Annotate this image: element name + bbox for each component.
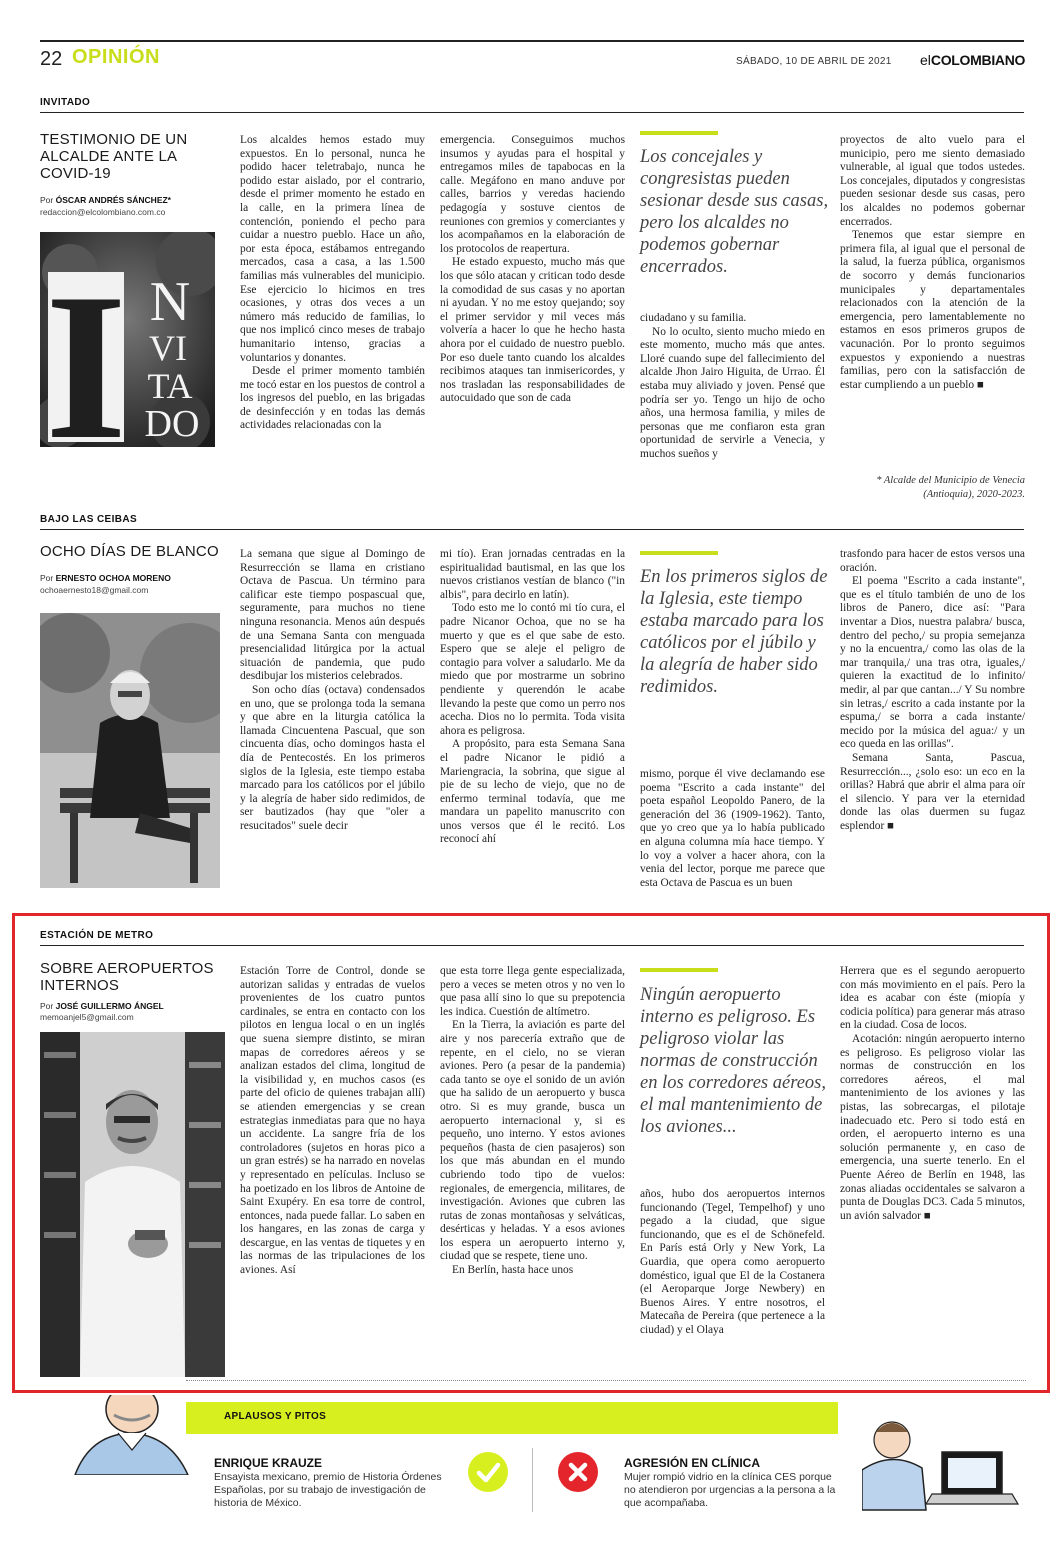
article2-column-3 bbox=[640, 768, 825, 910]
author-email[interactable]: redaccion@elcolombiano.com.co bbox=[40, 207, 166, 217]
caricature-left-graphic bbox=[70, 1395, 200, 1475]
paragraph: Los alcaldes hemos estado muy expuestos. En lo personal, nunca he podido hacer teletrabajo, nunca he podido estar aislado, por el contrario, desde el primer momento he estado en la calle, en la primera línea de contención, poniendo el pecho para cuidar a nuestro pueblo. Hace un año, por esta época, estábamos entregando mercados, casa a casa, a las 1.500 familias más vulnerables del municipio. Ese ejercicio lo hicimos en tres ocasiones, y otras dos veces a un número más reducido de familias, lo que nos implicó cinco meses de trabajo humanitario intenso, gracias a voluntarios y donantes. bbox=[240, 134, 425, 364]
applause-text: Ensayista mexicano, premio de Historia Órdenes Españolas, por su trabajo de investigación de historia de México. bbox=[214, 1471, 442, 1509]
paragraph: mismo, porque él vive declamando ese poema "Escrito a cada instante" del poeta español Leopoldo Panero, de la generación del 36 (1909-1962). Tanto, que yo creo que ya lo había publicado en alguna columna mía hace tiempo. Y lo voy a volver a hacer ahora, con la venia del lector, porque me parece que esta Octava de Pascua es un buen bbox=[640, 768, 825, 889]
page-number: 22 bbox=[40, 48, 63, 70]
paragraph: ciudadano y su familia. bbox=[640, 312, 747, 324]
quote-accent-bar bbox=[640, 131, 718, 135]
logo-letter-n: N bbox=[149, 271, 191, 333]
author-name: JOSÉ GUILLERMO ÁNGEL bbox=[55, 1001, 164, 1011]
paragraph: Todo esto me lo contó mi tío cura, el padre Nicanor Ochoa, que no se ha muerto y que es el que sabe de esto. Espero que se aleje el peligro de contagio para volver a saludarlo. Me da miedo que por mostrarme un sobrino pendiente y querendón le acabe llevando la peste que como un perro nos acecha. Dios no lo permita. Toda visita ahora es peligrosa. bbox=[440, 602, 625, 737]
whistle-name: AGRESIÓN EN CLÍNICA bbox=[624, 1456, 761, 1470]
section-name: OPINIÓN bbox=[72, 46, 160, 68]
article1-column-2 bbox=[440, 134, 625, 506]
author-note: * Alcalde del Municipio de Venecia (Antioquia), 2020-2023. bbox=[876, 475, 1025, 500]
article3-column-3 bbox=[640, 1188, 825, 1373]
invitado-logo-graphic bbox=[40, 232, 215, 447]
footer-divider bbox=[532, 1448, 533, 1512]
section-rule bbox=[40, 112, 1024, 113]
article3-column-2 bbox=[440, 965, 625, 1373]
pull-quote: Ningún aeropuerto interno es peligroso. Es peligroso violar las normas de construcción en los corredores aéreos, el mal mantenimiento de los aviones... bbox=[640, 985, 826, 1137]
caricature-right-graphic bbox=[862, 1410, 1022, 1520]
paragraph: Acotación: ningún aeropuerto interno es peligroso. Es peligroso violar las normas de construcción en los corredores aéreos, el mal mantenimiento de los aviones y las pistas, las sobrecargas, el pilotaje inadecuado etc. Pero si todo está en orden, el aeropuerto interno es una solución permanente y, en caso de emergencia, una suerte tenerlo. En el Puente Aéreo de Berlín en 1948, las zonas aliadas occidentales se salvaron a punta de Douglas DC3. Cada 5 minutos, un avión salvador ■ bbox=[840, 1032, 1025, 1222]
logo-letters-do: DO bbox=[144, 403, 200, 445]
paragraph: En la Tierra, la aviación es parte del aire y nos parecería extraño que de repente, en el cielo, no se vieran aviones. Pero (a pesar de la pandemia) cada tanto se oye el sonido de un avión que ha salido de un aeropuerto y busca otro. Si es muy grande, busca un aeropuerto internacional y, si es pequeño, uno interno. Y estos aviones pequeños (hasta de cien pasajeros) son los que más abundan en el mundo cubriendo todo tipo de vuelos: regionales, de emergencia, militares, de investigación. Aviones que cubren las rutas de zonas montañosas y selváticas, desérticas y heladas. Y a esos aviones los espera un aeropuerto interno y, ciudad que se respete, tiene uno. bbox=[440, 1019, 625, 1263]
author-name: ERNESTO OCHOA MORENO bbox=[55, 573, 171, 583]
whistle-text: Mujer rompió vidrio en la clínica CES porque no atendieron por urgencias a la persona a la que acompañaba. bbox=[624, 1471, 836, 1509]
kicker-estacion-de-metro: ESTACIÓN DE METRO bbox=[40, 930, 154, 941]
article1-column-1 bbox=[240, 134, 425, 506]
article-title: TESTIMONIO DE UN ALCALDE ANTE LA COVID-19 bbox=[40, 131, 188, 182]
paragraph: proyectos de alto vuelo para el municipio, pero me siento demasiado vulnerable, al igual que todos ustedes. Los concejales, diputados y congresistas pueden sesionar desde sus casas, pero los alcaldes no podemos gobernar encerrados. bbox=[840, 134, 1025, 228]
author-photo-graphic bbox=[40, 1032, 225, 1377]
paragraph: A propósito, para esta Semana Sana el padre Nicanor le pidió a Mariengracia, la sobrina, que sigue al pie de su lecho de viejo, que no de enfermo terminal todavía, que me mandara un papelito manuscrito con unos versos que él le recitó. Los reconocí ahí bbox=[440, 738, 625, 846]
logo-name: COLOMBIANO bbox=[930, 52, 1026, 68]
paragraph: Semana Santa, Pascua, Resurrección..., ¿solo eso: un eco en la orillas? Habrá que abrir el alma para oír el silencio. Y para ver la eternidad donde las olas duermen su fugaz esplendor ■ bbox=[840, 751, 1025, 832]
section-rule bbox=[40, 945, 1024, 946]
logo-prefix: el bbox=[920, 52, 931, 68]
paragraph: He estado expuesto, mucho más que los que sólo atacan y critican todo desde la comodidad de sus casas y no aportan ni ayudan. Y no me estoy quejando; soy el primer servidor y mil veces más volvería a hacer lo que he hecho hasta ahora por el cuidado de nuestro pueblo. Por eso duele tanto cuando los alcaldes recibimos ataques tan inmisericordes, y nos trasladan las responsabilidades de autocuidado que son de cada bbox=[440, 256, 625, 405]
paragraph: Son ocho días (octava) condensados en uno, que se prolonga toda la semana y que abre en la liturgia católica la llamada Cincuentena Pascual, que son cincuenta días, ocho domingos hasta el día de Pentecostés. En los primeros siglos de la Iglesia, este tiempo estaba marcado para los católicos por el júbilo y la alegría de haber sido redimidos, de ser bautizados (hay que "oler a resucitados" suele decir bbox=[240, 683, 425, 832]
article2-column-4 bbox=[840, 548, 1025, 910]
issue-date: SÁBADO, 10 DE ABRIL DE 2021 bbox=[736, 56, 892, 67]
paragraph: Herrera que es el segundo aeropuerto con más movimiento en el país. Pero la idea es acabar con éste (miopía y codicia política) para generar más atraso en la ciudad. Cosa de locos. bbox=[840, 965, 1025, 1032]
paragraph: La semana que sigue al Domingo de Resurrección se llama en cristiano Octava de Pascua. Un término para calificar este tiempo pospascual que, seguramente, para muchos no tiene ninguna resonancia. Menos aún después de una Semana Santa con menguada presencialidad litúrgica por la actual situación de pandemia, que pudo desdibujar los misterios celebrados. bbox=[240, 548, 425, 683]
author-photo bbox=[40, 1032, 225, 1377]
author-photo-graphic bbox=[40, 613, 220, 888]
byline: Por ERNESTO OCHOA MORENO bbox=[40, 573, 171, 583]
check-icon bbox=[468, 1452, 508, 1492]
dotted-rule bbox=[186, 1380, 1026, 1381]
paragraph: Estación Torre de Control, donde se autorizan salidas y entradas de vuelos provenientes de los cuatro puntos cardinales, se entra en contacto con los pilotos en lengua local o en un inglés que suena siempre distinto, se miran mapas de corredores aéreos y se analizan estados del clima, longitud de la visibilidad y, en muchos casos (es parte del oficio de quienes trabajan allí) se atienden emergencias y se crean estrategias inmediatas para que no haya un accidente. La sangre fría de los controladores (sujetos en horas pico a un gran estrés) se ha narrado en novelas y representado en películas. Incluso se ha poetizado en los libros de Antoine de Saint Exupéry. En esa torre de control, entonces, nada puede fallar. Lo saben en los hangares, en las zonas de carga y descargue, en las ventas de tiquetes y en las normas de las tripulaciones de los aviones. Así bbox=[240, 965, 425, 1277]
newspaper-logo bbox=[920, 52, 1025, 68]
article1-column-3 bbox=[640, 312, 825, 506]
author-email[interactable]: ochoaernesto18@gmail.com bbox=[40, 585, 149, 595]
cross-icon bbox=[558, 1452, 598, 1492]
author-photo bbox=[40, 613, 220, 888]
quote-accent-bar bbox=[640, 968, 718, 972]
pull-quote: En los primeros siglos de la Iglesia, este tiempo estaba marcado para los católicos por el júbilo y la alegría de haber sido redimidos. bbox=[640, 567, 828, 697]
pull-quote: Los concejales y congresistas pueden sesionar desde sus casas, pero los alcaldes no podemos gobernar encerrados. bbox=[640, 147, 829, 277]
applause-name: ENRIQUE KRAUZE bbox=[214, 1456, 323, 1470]
logo-letters-ta: TA bbox=[147, 366, 193, 406]
byline: Por JOSÉ GUILLERMO ÁNGEL bbox=[40, 1001, 164, 1011]
quote-accent-bar bbox=[640, 551, 718, 555]
kicker-invitado: INVITADO bbox=[40, 97, 91, 108]
invitado-logo bbox=[40, 232, 215, 447]
paragraph: trasfondo para hacer de estos versos una oración. bbox=[840, 548, 1025, 574]
caricature-right bbox=[862, 1410, 1022, 1520]
paragraph: emergencia. Conseguimos muchos insumos y ayudas para el hospital y entregamos miles de tapabocas en la calle. Megáfono en mano anduve por calles, barrios y veredas haciendo pedagogía y sostuve cientos de reuniones con gremios y comerciantes y los acompañamos en la elaboración de los protocolos de reapertura. bbox=[440, 134, 625, 255]
article2-column-2 bbox=[440, 548, 625, 910]
article2-column-1 bbox=[240, 548, 425, 910]
paragraph: En Berlín, hasta hace unos bbox=[452, 1264, 574, 1277]
paragraph: El poema "Escrito a cada instante", que es el título también de uno de los libros de Panero, dice así: "Para inventar a Dios, nuestra palabra/ busca, dentro del pecho,/ su propia semejanza y no la encuentra,/ como las olas de la mar tranquila,/ una tras otra, iguales,/ quieren la exactitud de lo infinito/ medir, al par que cantan.../ Y Su nombre sin letras,/ escrito a cada instante por la espuma,/ se borra a cada instante/ mecido por la música del agua:/ y un eco queda en las orillas". bbox=[840, 575, 1025, 751]
logo-letters-vi: VI bbox=[149, 328, 187, 368]
author-name: ÓSCAR ANDRÉS SÁNCHEZ* bbox=[55, 195, 171, 205]
kicker-bajo-las-ceibas: BAJO LAS CEIBAS bbox=[40, 514, 138, 525]
author-email[interactable]: memoanjel5@gmail.com bbox=[40, 1012, 134, 1022]
caricature-left bbox=[70, 1395, 200, 1475]
paragraph: Tenemos que estar siempre en primera fila, al igual que el personal de la salud, la fuerza pública, organismos de socorro y demás funcionarios municipales y departamentales relacionados con la atención de la emergencia, pero lamentablemente no estamos en esos primeros grupos de vacunación. Por lo pronto seguimos expuestos y exponiendo a nuestras familias, pero con la satisfacción de estar cumpliendo a un pueblo ■ bbox=[840, 229, 1025, 391]
paragraph: No lo oculto, siento mucho miedo en este momento, mucho más que antes. Lloré cuando supe del fallecimiento del alcalde Jhon Jairo Higuita, de Urrao. Él estaba muy aliviado y joven. Pensé que podría ser yo. Tengo un hijo de ocho años, una hermosa familia, y miles de personas que me confiaron esta gran oportunidad de servirle a Venecia, y muchos sueños y bbox=[640, 325, 825, 460]
footer-title: APLAUSOS Y PITOS bbox=[224, 1411, 327, 1422]
article-title: SOBRE AEROPUERTOS INTERNOS bbox=[40, 960, 214, 994]
logo-letter-i: I bbox=[45, 251, 127, 447]
byline: Por ÓSCAR ANDRÉS SÁNCHEZ* bbox=[40, 195, 171, 205]
article3-column-4 bbox=[840, 965, 1025, 1373]
article3-column-1 bbox=[240, 965, 425, 1373]
section-rule bbox=[40, 529, 1024, 530]
article-title: OCHO DÍAS DE BLANCO bbox=[40, 543, 219, 560]
paragraph: Desde el primer momento también me tocó estar en los puestos de control a los ingresos del pueblo, en las brigadas de desinfección y en todas las demás actividades relacionadas con la bbox=[240, 365, 425, 432]
paragraph: que esta torre llega gente especializada, pero a veces se meten otros y no ven lo que pasa allí sino lo que su prepotencia les indica. Cuestión de altímetro. bbox=[440, 965, 625, 1018]
article1-column-4 bbox=[840, 134, 1025, 464]
paragraph: mi tío). Eran jornadas centradas en la espiritualidad bautismal, en las que los nuevos cristianos vestían de blanco ("in albis", para decirlo en latín). bbox=[440, 548, 625, 601]
top-rule bbox=[40, 40, 1024, 42]
paragraph: años, hubo dos aeropuertos internos funcionando (Tegel, Tempelhof) y uno pegado a la ciudad, que sigue funcionando, que es el de Schönefeld. En París está Orly y New York, La Guardia, que opera como aeropuerto doméstico, igual que El de la Costanera (el Aeroparque Jorge Newbery) en Buenos Aires. Y entre nosotros, el Matecaña de Pereira (que pertenece a la ciudad) y el Olaya bbox=[640, 1188, 825, 1336]
